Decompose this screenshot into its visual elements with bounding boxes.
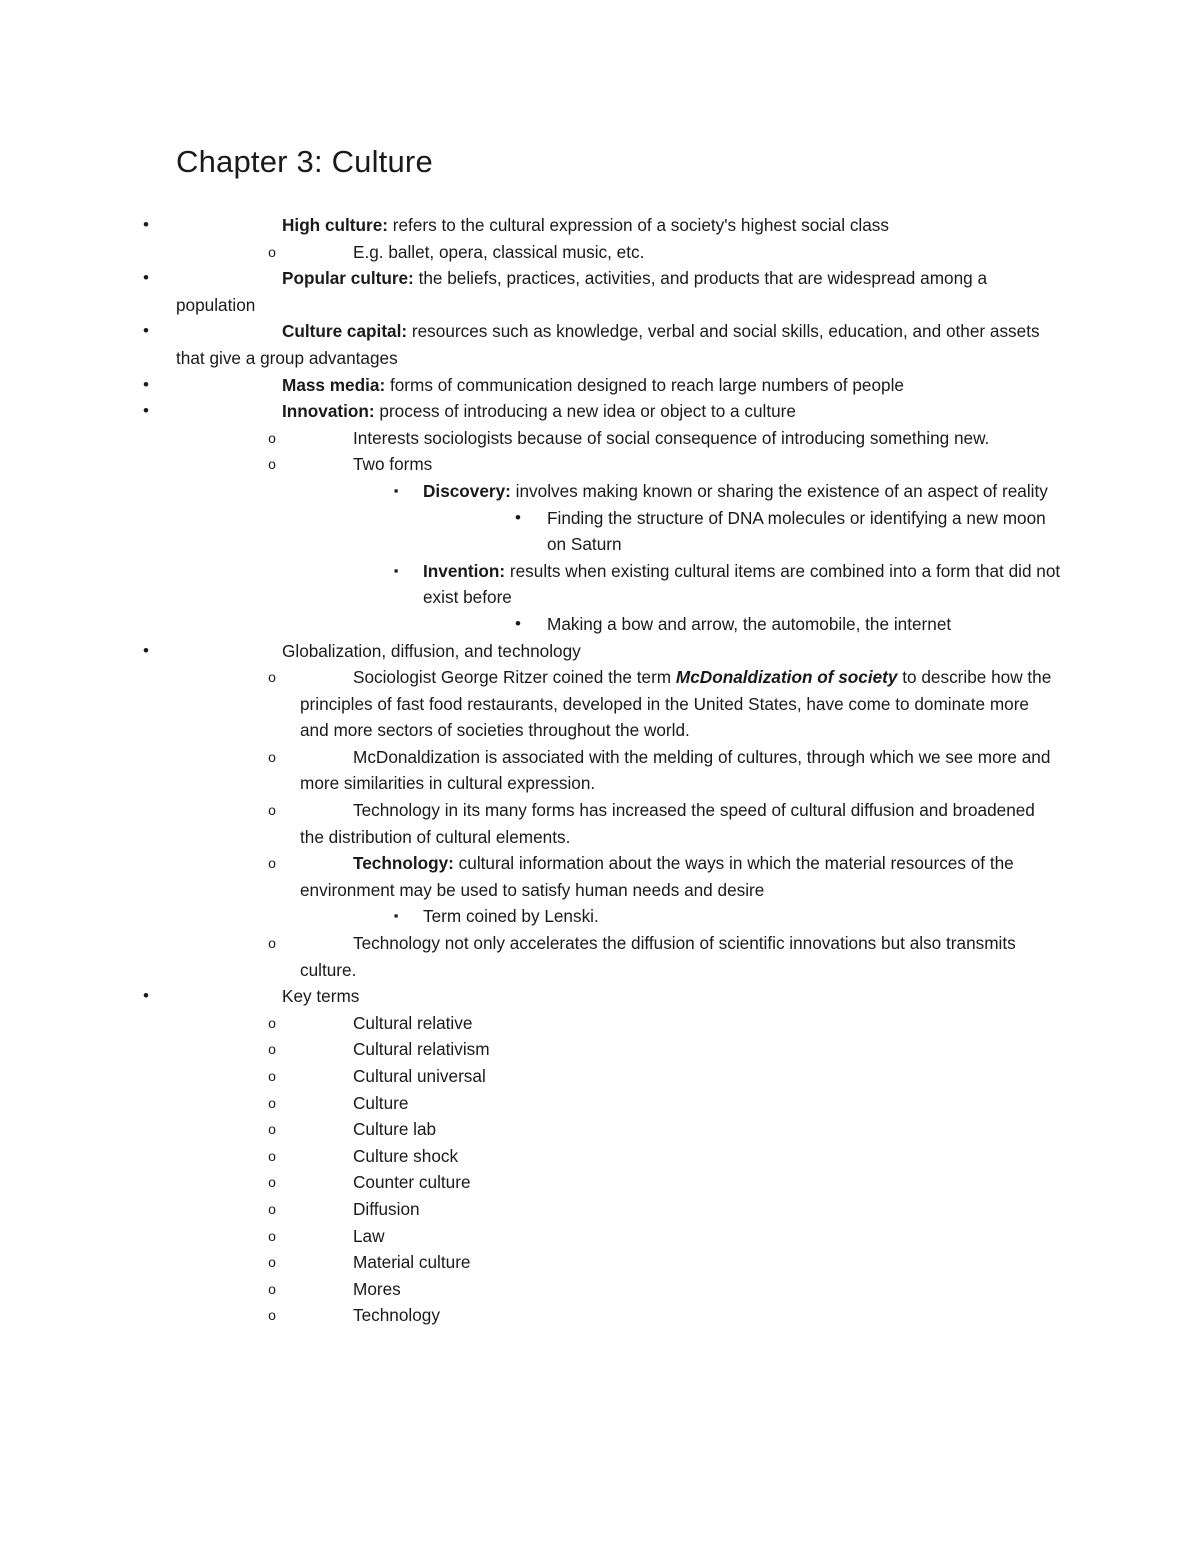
bullet-marker: o: [268, 1121, 276, 1138]
bullet-marker: o: [268, 748, 276, 765]
outline-item-level-2: [0, 1010, 1200, 1037]
term-label: Technology:: [353, 853, 454, 874]
outline-item-level-1: [0, 398, 1200, 425]
outline-item-level-2: [0, 1063, 1200, 1090]
definition-text: Interests sociologists because of social consequence of introducing something new.: [353, 427, 990, 448]
bullet-marker: o: [268, 1147, 276, 1164]
outline-item-level-2: [0, 744, 1200, 797]
bullet-marker: •: [143, 986, 149, 1006]
outline-item-text: [423, 478, 1063, 505]
bullet-marker: •: [143, 374, 149, 394]
outline-item-text: [300, 1036, 1060, 1063]
outline-item-level-2: [0, 451, 1200, 478]
emphasized-term: McDonaldization of society: [675, 667, 898, 688]
definition-text: forms of communication designed to reach large numbers of people: [385, 374, 904, 395]
outline-item-level-1: [0, 265, 1200, 318]
outline-item-text: [176, 638, 1056, 665]
outline-item-text: [423, 903, 1063, 930]
bullet-marker: o: [268, 669, 276, 686]
outline-item-text: [300, 239, 1060, 266]
outline-item-level-1: [0, 212, 1200, 239]
definition-text: McDonaldization is associated with the melding of cultures, through which we see more and more similarities in cultural expression.: [300, 746, 1051, 794]
outline-item-level-2: [0, 930, 1200, 983]
outline-item-text: [300, 425, 1060, 452]
outline-item-level-2: [0, 1036, 1200, 1063]
bullet-marker: •: [143, 321, 149, 341]
outline-item-level-2: [0, 425, 1200, 452]
bullet-marker: ▪: [393, 908, 399, 924]
outline-item-level-1: [0, 638, 1200, 665]
outline-item-text: [300, 797, 1060, 850]
outline-item-text: [300, 1302, 1060, 1329]
definition-text: Cultural relativism: [353, 1039, 490, 1060]
bullet-marker: o: [268, 456, 276, 473]
definition-text: Law: [353, 1225, 385, 1246]
outline-item-level-2: [0, 1249, 1200, 1276]
definition-text: Cultural universal: [353, 1066, 486, 1086]
definition-text-continued: to describe how the principles of fast food restaurants, developed in the United States, have come to dominate more and more sectors of societies throughout the world.: [300, 667, 1052, 741]
bullet-marker: o: [268, 935, 276, 952]
outline-item-level-2: [0, 797, 1200, 850]
outline-item-text: [300, 1116, 1060, 1143]
outline-item-text: [300, 850, 1060, 903]
definition-text: Technology in its many forms has increased the speed of cultural diffusion and broadened the distribution of cultural elements.: [300, 800, 1035, 847]
outline-item-level-2: [0, 1196, 1200, 1223]
bullet-marker: o: [268, 1014, 276, 1031]
outline-item-text: [300, 744, 1060, 797]
outline-item-text: [300, 1090, 1060, 1117]
outline-item-level-2: [0, 1143, 1200, 1170]
outline-item-text: [300, 1063, 1060, 1090]
bullet-marker: o: [268, 1041, 276, 1058]
outline-item-text: [176, 265, 1056, 318]
outline-item-text: [300, 930, 1060, 983]
outline-item-text: [547, 611, 1047, 638]
definition-text: Sociologist George Ritzer coined the term: [353, 667, 676, 688]
bullet-marker: o: [268, 1174, 276, 1191]
outline-item-level-1: [0, 983, 1200, 1010]
outline-item-text: [300, 1143, 1060, 1170]
definition-text: refers to the cultural expression of a society's highest social class: [388, 215, 889, 235]
definition-text: Culture shock: [353, 1145, 459, 1166]
bullet-marker: o: [268, 1227, 276, 1244]
term-label: Popular culture:: [282, 268, 414, 289]
bullet-marker: o: [268, 855, 276, 872]
outline-item-level-2: [0, 1116, 1200, 1143]
bullet-marker: o: [268, 1068, 276, 1084]
bullet-marker: •: [515, 507, 521, 527]
bullet-marker: ▪: [393, 482, 399, 498]
term-label: Mass media:: [282, 374, 386, 395]
bullet-marker: o: [268, 1307, 276, 1324]
definition-text: Mores: [353, 1278, 401, 1299]
bullet-marker: •: [515, 613, 521, 633]
outline-item-text: [176, 398, 1056, 425]
outline-item-level-3: [0, 903, 1200, 930]
definition-text: involves making known or sharing the existence of an aspect of reality: [510, 480, 1048, 501]
outline-item-text: [423, 558, 1063, 611]
definition-text: cultural information about the ways in which the material resources of the environment may be used to satisfy human needs and desire: [300, 853, 1014, 900]
outline-item-level-4: [0, 611, 1200, 638]
outline-item-level-1: [0, 318, 1200, 371]
outline-item-text: [300, 451, 1060, 478]
outline-item-level-3: [0, 558, 1200, 611]
outline-item-text: [547, 505, 1047, 558]
outline-item-level-2: [0, 239, 1200, 266]
outline-item-text: [300, 1196, 1060, 1223]
outline-item-text: [300, 664, 1060, 744]
definition-text: Technology not only accelerates the diffusion of scientific innovations but also transmits culture.: [300, 933, 1016, 980]
term-label: Discovery:: [423, 480, 511, 501]
bullet-marker: •: [143, 640, 149, 660]
definition-text: Term coined by Lenski.: [423, 906, 599, 927]
outline-item-text: [176, 983, 1056, 1010]
definition-text: process of introducing a new idea or object to a culture: [374, 401, 796, 422]
outline-item-level-2: [0, 1169, 1200, 1196]
definition-text: resources such as knowledge, verbal and social skills, education, and other assets that give a group advantages: [176, 321, 1040, 368]
outline-item-level-2: [0, 850, 1200, 903]
bullet-marker: •: [143, 268, 149, 288]
bullet-marker: o: [268, 243, 276, 260]
definition-text: Cultural relative: [353, 1012, 473, 1033]
bullet-marker: •: [143, 215, 149, 234]
definition-text: the beliefs, practices, activities, and products that are widespread among a population: [176, 268, 988, 315]
definition-text: Globalization, diffusion, and technology: [282, 640, 581, 661]
outline-item-level-1: [0, 372, 1200, 399]
outline-list: [0, 212, 1200, 1329]
page-title: Chapter 3: Culture: [176, 144, 433, 179]
outline-item-text: [300, 1010, 1060, 1037]
definition-text: Culture: [353, 1092, 409, 1113]
definition-text: Counter culture: [353, 1172, 471, 1193]
outline-item-text: [300, 1276, 1060, 1303]
definition-text: Culture lab: [353, 1119, 437, 1140]
definition-text: Material culture: [353, 1252, 471, 1273]
definition-text: results when existing cultural items are combined into a form that did not exist before: [423, 560, 1061, 608]
term-label: Innovation:: [282, 401, 375, 422]
definition-text: Technology: [353, 1305, 440, 1326]
definition-text: Finding the structure of DNA molecules or identifying a new moon on Saturn: [547, 507, 1046, 555]
bullet-marker: o: [268, 1094, 276, 1111]
outline-item-text: [300, 1249, 1060, 1276]
outline-item-text: [176, 212, 1056, 239]
outline-item-text: [176, 372, 1056, 399]
bullet-marker: o: [268, 1200, 276, 1217]
outline-item-level-2: [0, 1090, 1200, 1117]
bullet-marker: o: [268, 802, 276, 819]
outline-item-level-2: [0, 1276, 1200, 1303]
bullet-marker: •: [143, 401, 149, 421]
outline-item-level-4: [0, 505, 1200, 558]
outline-item-level-2: [0, 1223, 1200, 1250]
bullet-marker: ▪: [393, 562, 399, 578]
term-label: Culture capital:: [282, 321, 408, 342]
outline-item-level-2: [0, 1302, 1200, 1329]
outline-item-text: [300, 1169, 1060, 1196]
definition-text: Key terms: [282, 986, 360, 1007]
term-label: Invention:: [423, 560, 506, 581]
bullet-marker: o: [268, 1280, 276, 1297]
bullet-marker: o: [268, 429, 276, 446]
definition-text: Diffusion: [353, 1198, 420, 1219]
definition-text: E.g. ballet, opera, classical music, etc.: [353, 241, 645, 262]
outline-item-text: [300, 1223, 1060, 1250]
term-label: High culture:: [282, 215, 388, 235]
definition-text: Making a bow and arrow, the automobile, the internet: [547, 613, 952, 634]
outline-item-level-2: [0, 664, 1200, 744]
outline-item-text: [176, 318, 1056, 371]
definition-text: Two forms: [353, 454, 433, 475]
bullet-marker: o: [268, 1254, 276, 1271]
outline-item-level-3: [0, 478, 1200, 505]
